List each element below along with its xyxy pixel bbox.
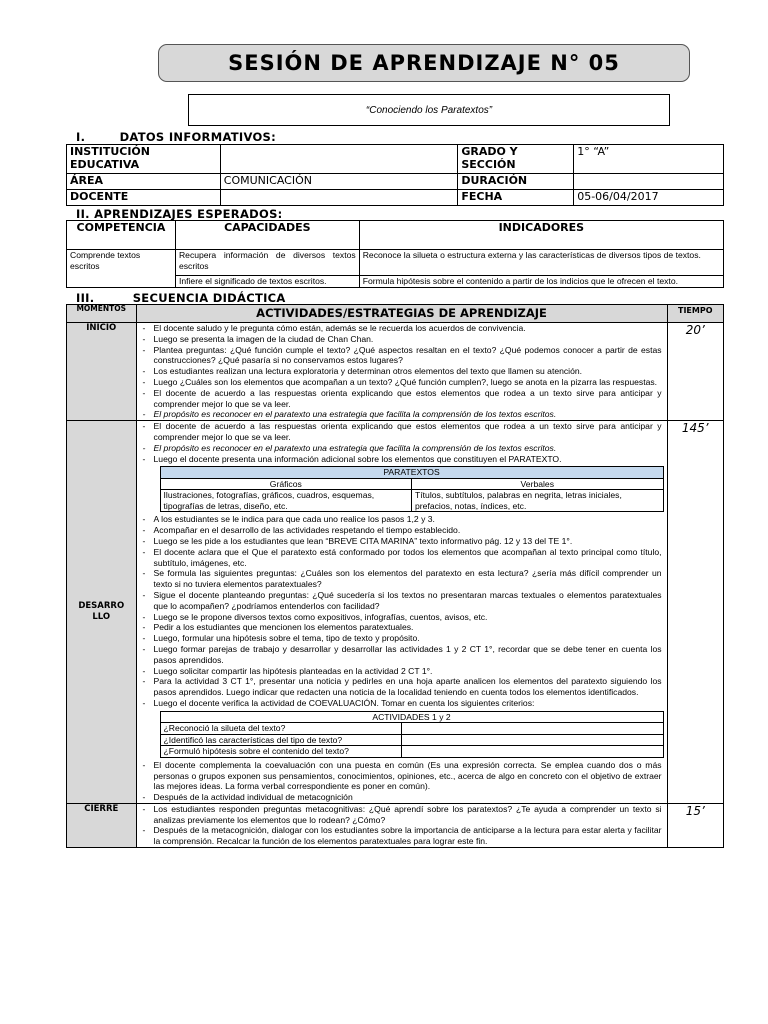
- secuencia-didactica-table: [66, 304, 724, 848]
- list-item: - Después de la metacognición, dialogar con los estudiantes sobre la importancia de anticiparse a la lectura para estar alerta y facilitar la comprensión. Recalcar la función de los elementos paratextuales para lograr este fin.: [140, 825, 662, 847]
- criterio-row: ¿Formuló hipótesis sobre el contenido del texto?: [160, 746, 401, 758]
- list-item: - El docente de acuerdo a las respuestas orienta explicando que estos elementos que rodea a un texto sirve para anticipar y comprender mejor lo que se va leer.: [140, 388, 662, 410]
- criterio-row: ¿Reconoció la silueta del texto?: [160, 723, 401, 735]
- capacidad-cell: Recupera información de diversos textos escritos: [175, 250, 359, 276]
- actividades-criterios-table: [160, 711, 664, 758]
- tiempo-header: TIEMPO: [667, 305, 723, 323]
- institucion-label: INSTITUCIÓN EDUCATIVA: [67, 145, 221, 174]
- indicador-cell: Formula hipótesis sobre el contenido a partir de los indicios que le ofrecen el texto.: [359, 276, 723, 288]
- cierre-row: [67, 803, 724, 847]
- momentos-header: MOMENTOS: [67, 305, 137, 323]
- section-2-heading: II. APRENDIZAJES ESPERADOS:: [76, 207, 283, 221]
- list-item: - Luego el docente presenta una información adicional sobre los elementos que constituyen el PARATEXTO.: [140, 454, 662, 465]
- paratextos-col-verbales: Verbales: [412, 478, 664, 490]
- paratextos-table: [160, 466, 664, 512]
- list-item: - Se formula las siguientes preguntas: ¿Cuáles son los elementos del paratexto en esta lectura? ¿sería más difícil comprender un texto si no tuviera elementos paratextuales?: [140, 568, 662, 590]
- desarrollo-activities: [136, 421, 667, 804]
- competencia-header: COMPETENCIA: [67, 221, 176, 250]
- document-title-box: [158, 44, 690, 82]
- paratextos-col-graficos: Gráficos: [160, 478, 412, 490]
- aprendizajes-table: [66, 220, 724, 288]
- list-item: - Luego formar parejas de trabajo y desarrollar y desarrollar las actividades 1 y 2 CT 1°, recordar que se debe tener en cuenta los pasos aprendidos.: [140, 644, 662, 666]
- document-title: SESIÓN DE APRENDIZAJE N° 05: [228, 51, 620, 75]
- capacidad-cell: Infiere el significado de textos escritos.: [175, 276, 359, 288]
- indicadores-header: INDICADORES: [359, 221, 723, 250]
- inicio-label: INICIO: [67, 323, 137, 421]
- inicio-activities: [136, 323, 667, 421]
- list-item: - El propósito es reconocer en el paratexto una estrategia que facilita la comprensión de los textos escritos.: [140, 443, 662, 454]
- indicador-cell: Reconoce la silueta o estructura externa y las características de diversos tipos de textos.: [359, 250, 723, 276]
- area-value: COMUNICACIÓN: [220, 174, 458, 190]
- list-item: - Luego se les pide a los estudiantes que lean “BREVE CITA MARINA” texto informativo pág. 12 y 13 del TE 1°.: [140, 536, 662, 547]
- list-item: - A los estudiantes se le indica para que cada uno realice los pasos 1,2 y 3.: [140, 514, 662, 525]
- list-item: - Pedir a los estudiantes que mencionen los elementos paratextuales.: [140, 622, 662, 633]
- duracion-value: [574, 174, 724, 190]
- criterio-row: ¿Identificó las características del tipo de texto?: [160, 734, 401, 746]
- desarrollo-time: 145’: [667, 421, 723, 804]
- section-1-number: I.: [76, 130, 86, 144]
- docente-value: [220, 190, 458, 206]
- fecha-label: FECHA: [458, 190, 574, 206]
- cierre-label: CIERRE: [67, 803, 137, 847]
- list-item: - Para la actividad 3 CT 1°, presentar una noticia y pedirles en una hoja aparte analicen los elementos del paratexto siguiendo los pasos aprendidos. Luego indicar que redacten una noticia de la localidad teniendo en cuenta todos los elementos identificados.: [140, 676, 662, 698]
- paratextos-verbales-cell: Títulos, subtítulos, palabras en negrita, letras iniciales, prefacios, notas, índices, etc.: [412, 490, 664, 512]
- list-item: - Luego se presenta la imagen de la ciudad de Chan Chan.: [140, 334, 662, 345]
- list-item: - Luego solicitar compartir las hipótesis planteadas en la actividad 2 CT 1°.: [140, 666, 662, 677]
- section-3-number: III.: [76, 291, 95, 305]
- area-label: ÁREA: [67, 174, 221, 190]
- duracion-label: DURACIÓN: [458, 174, 574, 190]
- cierre-activities: [136, 803, 667, 847]
- section-3-heading: [76, 291, 286, 305]
- list-item: - Sigue el docente planteando preguntas: ¿Qué sucedería si los textos no presentaran marcas textuales o elementos paratextuales que lo acompañen? ¿podríamos entenderlos con facilidad?: [140, 590, 662, 612]
- list-item: - El docente complementa la coevaluación con una puesta en común (Es una expresión correcta. Se emplea cuando dos o más personas o grupos exponen sus pensamientos, conocimientos, opiniones, etc., acerca de algo en concreto con el objetivo de extraer las mejores ideas. La forma verbal correspondiente es poner en común).: [140, 760, 662, 792]
- section-1-heading: [76, 130, 276, 144]
- paratextos-graficos-cell: Ilustraciones, fotografías, gráficos, cuadros, esquemas, tipografías de letras, diseño, etc.: [160, 490, 412, 512]
- actividades-criterios-title: ACTIVIDADES 1 y 2: [160, 711, 663, 723]
- section-3-title: SECUENCIA DIDÁCTICA: [132, 291, 286, 305]
- inicio-row: [67, 323, 724, 421]
- cierre-time: 15’: [667, 803, 723, 847]
- desarrollo-row: [67, 421, 724, 804]
- list-item: - Luego el docente verifica la actividad de COEVALUACIÓN. Tomar en cuenta los siguientes criterios:: [140, 698, 662, 709]
- criterio-value: [401, 746, 663, 758]
- list-item: - Después de la actividad individual de metacognición: [140, 792, 662, 803]
- list-item: - El docente saludo y le pregunta cómo están, además se le recuerda los acuerdos de convivencia.: [140, 323, 662, 334]
- list-item: - Luego, formular una hipótesis sobre el tema, tipo de texto y propósito.: [140, 633, 662, 644]
- institucion-value: [220, 145, 458, 174]
- desarrollo-label: DESARRO LLO: [67, 421, 137, 804]
- criterio-value: [401, 723, 663, 735]
- list-item: - Los estudiantes realizan una lectura exploratoria y determinan otros elementos del texto que llamen su atención.: [140, 366, 662, 377]
- list-item: - Luego ¿Cuáles son los elementos que acompañan a un texto? ¿Qué función cumplen?, luego se anota en la pizarra las respuestas.: [140, 377, 662, 388]
- paratextos-title: PARATEXTOS: [160, 467, 663, 479]
- competencia-cell: Comprende textos escritos: [67, 250, 176, 288]
- grado-label: GRADO Y SECCIÓN: [458, 145, 574, 174]
- list-item: - Luego se le propone diversos textos como expositivos, infografías, cuentos, avisos, etc.: [140, 612, 662, 623]
- actividades-header: ACTIVIDADES/ESTRATEGIAS DE APRENDIZAJE: [136, 305, 667, 323]
- criterio-value: [401, 734, 663, 746]
- session-subtitle: “Conociendo los Paratextos”: [365, 104, 493, 116]
- list-item: - El docente aclara que el Que el paratexto está conformado por todos los elementos que acompañan al texto principal como título, subtítulo, imágenes, etc.: [140, 547, 662, 569]
- docente-label: DOCENTE: [67, 190, 221, 206]
- grado-value: 1° “A”: [574, 145, 724, 174]
- session-subtitle-box: [188, 94, 670, 126]
- list-item: - Plantea preguntas: ¿Qué función cumple el texto? ¿Qué aspectos resaltan en el texto? ¿Qué podemos conocer a partir de estas construcciones? ¿Qué pasaría si no conservamos estos lugares?: [140, 345, 662, 367]
- list-item: - Acompañar en el desarrollo de las actividades respetando el tiempo establecido.: [140, 525, 662, 536]
- fecha-value: 05-06/04/2017: [574, 190, 724, 206]
- section-1-title: DATOS INFORMATIVOS:: [119, 130, 277, 144]
- list-item: - El docente de acuerdo a las respuestas orienta explicando que estos elementos que rodea a un texto sirve para anticipar y comprender mejor lo que se va leer.: [140, 421, 662, 443]
- list-item: - Los estudiantes responden preguntas metacognitivas: ¿Qué aprendí sobre los paratextos? ¿Te ayuda a comprender un texto si analizas previamente los elementos que lo rodean? ¿Cómo?: [140, 804, 662, 826]
- inicio-time: 20’: [667, 323, 723, 421]
- list-item: - El propósito es reconocer en el paratexto una estrategia que facilita la comprensión de los textos escritos.: [140, 409, 662, 420]
- capacidades-header: CAPACIDADES: [175, 221, 359, 250]
- datos-informativos-table: [66, 144, 724, 206]
